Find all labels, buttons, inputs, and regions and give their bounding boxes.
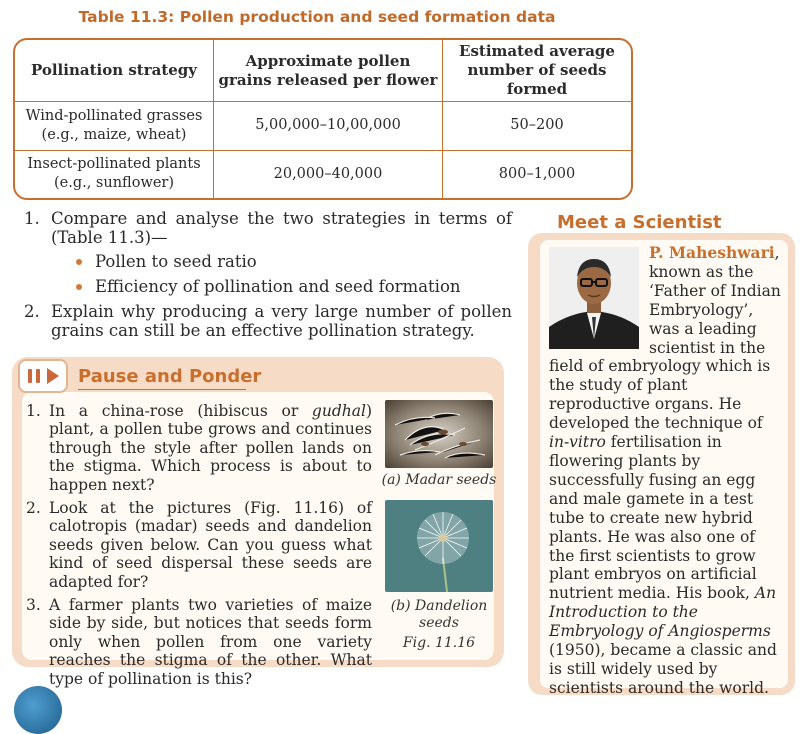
figure-caption-a: (a) Madar seeds (381, 472, 497, 488)
table-row (15, 102, 631, 151)
question-item (24, 209, 512, 296)
table-header-cell: Approximate pollen grains released per flower (214, 40, 443, 102)
dandelion-seeds-image (385, 500, 493, 592)
table-row (15, 150, 631, 198)
bullet-icon (76, 284, 82, 290)
table-header-cell: Pollination strategy (15, 40, 214, 102)
table-cell: 5,00,000–10,00,000 (214, 102, 443, 151)
scientist-portrait (549, 247, 639, 349)
ponder-item: 3. A farmer plants two varieties of maize side by side, but notices that seeds form only when pollen from one variety reaches the stigma of the other. What type of pollination is this? (26, 596, 372, 688)
ponder-item: 1. In a china-rose (hibiscus or gudhal) plant, a pollen tube grows and continues through the style after pollen lands on the stigma. Which process is about to happen next? (26, 402, 372, 494)
figure-caption-b: (b) Dandelion seeds (390, 598, 488, 631)
title-underline (78, 389, 246, 390)
pause-play-icon (18, 359, 68, 393)
pollen-seed-table (13, 38, 633, 200)
bullet-list (51, 252, 512, 296)
madar-seeds-image (385, 400, 493, 468)
question-list (24, 209, 512, 344)
bullet-item: Pollen to seed ratio (51, 252, 512, 271)
question-text: Compare and analyse the two strategies in terms of (Table 11.3)— (51, 209, 512, 247)
table-cell: 800–1,000 (443, 150, 632, 198)
pause-ponder-title: Pause and Ponder (78, 366, 262, 387)
table-header-row (15, 40, 631, 102)
bullet-icon (76, 259, 82, 265)
table-cell: 20,000–40,000 (214, 150, 443, 198)
bullet-item: Efficiency of pollination and seed formation (51, 277, 512, 296)
globe-icon (14, 686, 62, 734)
table-header-cell: Estimated average number of seeds formed (443, 40, 632, 102)
scientist-bio: P. Maheshwari, known as the ‘Father of Indian Embryology’, was a leading scientist in the field of embryology which is the study of plant reproductive organs. He developed the technique of in-vitro fertilisation in flowering plants by successfully fusing an egg and male gamete in a test tube to create new hybrid plants. He was also one of the first scientists to grow plant embryos on artificial nutrient media. His book, An Introduction to the Embryology of Angiosperms (1950), became a classic and is still widely used by scientists around the world. (549, 243, 781, 697)
question-item (24, 302, 512, 340)
table-cell: Wind-pollinated grasses (e.g., maize, wheat) (15, 102, 214, 151)
table-cell: 50–200 (443, 102, 632, 151)
scientist-name: P. Maheshwari (649, 243, 775, 262)
figure-label: Fig. 11.16 (402, 635, 476, 651)
question-number: 2. (24, 302, 40, 321)
question-number: 1. (24, 209, 40, 228)
table-caption: Table 11.3: Pollen production and seed formation data (78, 8, 556, 26)
question-text: Explain why producing a very large number of pollen grains can still be an effective pollination strategy. (51, 302, 512, 340)
table-cell: Insect-pollinated plants (e.g., sunflower) (15, 150, 214, 198)
scientist-heading: Meet a Scientist (557, 212, 722, 233)
ponder-item: 2. Look at the pictures (Fig. 11.16) of calotropis (madar) seeds and dandelion seeds given below. Can you guess what kind of seed dispersal these seeds are adapted for? (26, 499, 372, 591)
pause-ponder-list (26, 402, 372, 693)
